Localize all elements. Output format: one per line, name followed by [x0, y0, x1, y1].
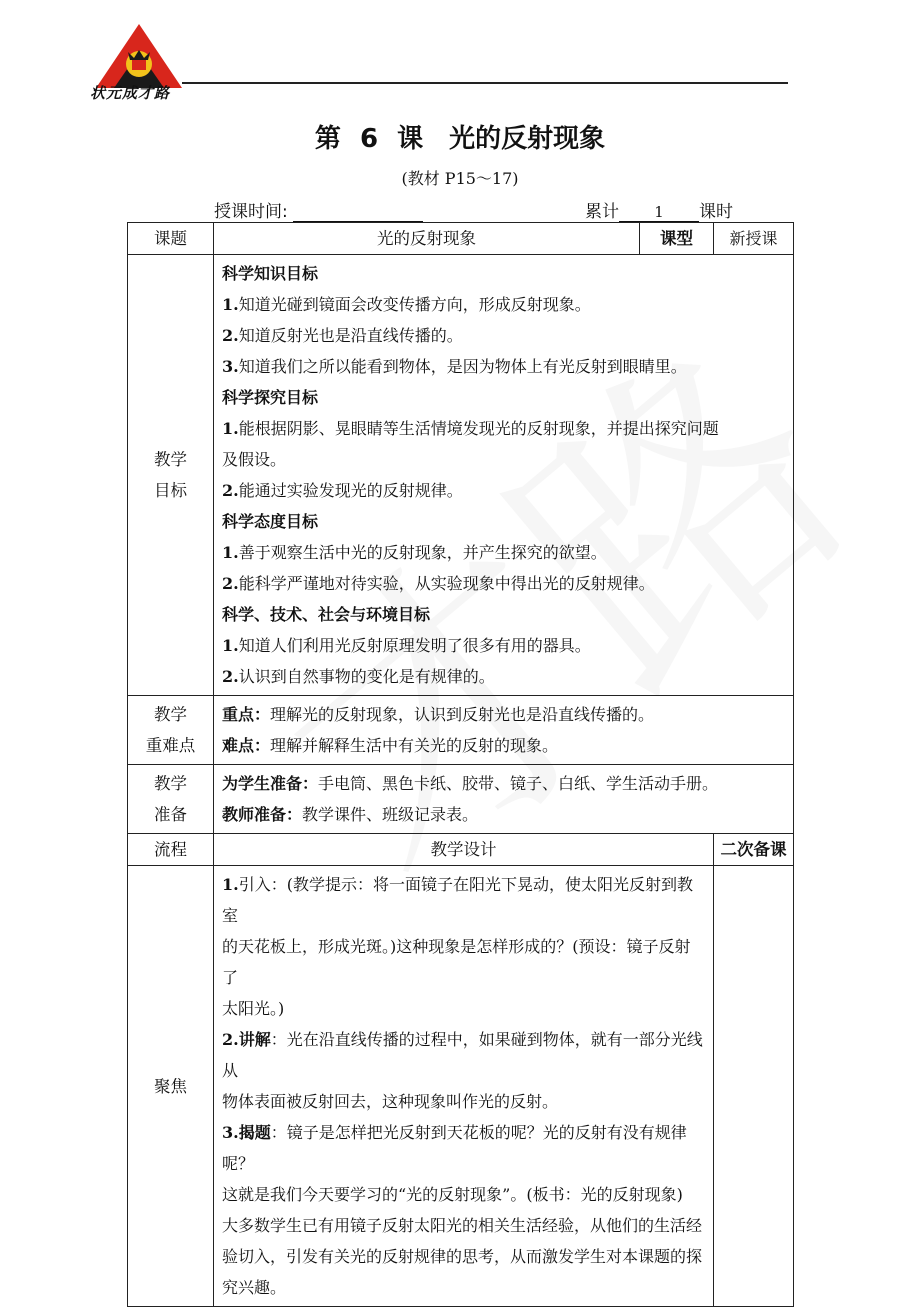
inquiry-goal-1-cont: 及假设。	[222, 450, 287, 469]
focus-reveal-2: 这就是我们今天要学习的“光的反射现象”。(板书：光的反射现象)	[222, 1185, 683, 1204]
focus-reveal-1: 3.揭题：镜子是怎样把光反射到天花板的呢？光的反射有没有规律呢？	[222, 1123, 687, 1173]
objectives-label-1: 教学	[154, 450, 187, 469]
knowledge-goal-1: 1.知道光碰到镜面会改变传播方向，形成反射现象。	[222, 295, 591, 314]
focus-note-3: 究兴趣。	[222, 1278, 287, 1297]
focus-intro-2: 的天花板上，形成光斑。)这种现象是怎样形成的？(预设：镜子反射了	[222, 937, 691, 987]
attitude-goal-1: 1.善于观察生活中光的反射现象，并产生探究的欲望。	[222, 543, 607, 562]
student-prep: 为学生准备：手电筒、黑色卡纸、胶带、镜子、白纸、学生活动手册。	[222, 774, 719, 793]
row-keypoints	[128, 696, 794, 765]
design-header-label: 教学设计	[214, 834, 714, 866]
lesson-count-label: 累计	[585, 202, 619, 222]
inquiry-goal-1: 1.能根据阴影、晃眼睛等生活情境发现光的反射现象，并提出探究问题	[222, 419, 719, 438]
row-topic	[128, 223, 794, 255]
objectives-content	[214, 255, 794, 696]
focus-content	[214, 866, 714, 1307]
focus-explain-1: 2.讲解：光在沿直线传播的过程中，如果碰到物体，就有一部分光线从	[222, 1030, 703, 1080]
lesson-time-label: 授课时间:	[214, 202, 288, 222]
knowledge-goal-3: 3.知道我们之所以能看到物体，是因为物体上有光反射到眼睛里。	[222, 357, 687, 376]
header-rule	[182, 82, 788, 84]
topic-label: 课题	[128, 223, 214, 255]
row-prep	[128, 765, 794, 834]
attitude-goal-2: 2.能科学严谨地对待实验，从实验现象中得出光的反射规律。	[222, 574, 655, 593]
stse-goal-1: 1.知道人们利用光反射原理发明了很多有用的器具。	[222, 636, 591, 655]
focus-label: 聚焦	[128, 866, 214, 1307]
stse-goal-2: 2.认识到自然事物的变化是有规律的。	[222, 667, 495, 686]
inquiry-goal-title: 科学探究目标	[222, 388, 319, 407]
flow-header-label: 流程	[128, 834, 214, 866]
page-title: 第 6 课 光的反射现象	[314, 124, 606, 154]
prep-label-1: 教学	[154, 774, 187, 793]
row-focus	[128, 866, 794, 1307]
stse-goal-title: 科学、技术、社会与环境目标	[222, 605, 431, 624]
page-subtitle: (教材 P15～17)	[401, 169, 519, 188]
prep-content	[214, 765, 794, 834]
key-point: 重点：理解光的反射现象，认识到反射光也是沿直线传播的。	[222, 705, 655, 724]
secondary-prep-header: 二次备课	[714, 834, 794, 866]
row-flow-header	[128, 834, 794, 866]
objectives-label-2: 目标	[154, 481, 187, 500]
knowledge-goal-title: 科学知识目标	[222, 264, 319, 283]
lesson-time-blank	[293, 203, 423, 222]
logo-text: 状元成才路	[90, 84, 171, 102]
teacher-prep: 教师准备：教学课件、班级记录表。	[222, 805, 479, 824]
lesson-count-unit: 课时	[699, 202, 733, 222]
focus-intro-3: 太阳光。)	[222, 999, 285, 1018]
objectives-label	[128, 255, 214, 696]
keypoints-label-1: 教学	[154, 705, 187, 724]
inquiry-goal-2: 2.能通过实验发现光的反射规律。	[222, 481, 463, 500]
lesson-time	[214, 197, 423, 222]
keypoints-label	[128, 696, 214, 765]
type-value: 新授课	[714, 223, 794, 255]
attitude-goal-title: 科学态度目标	[222, 512, 319, 531]
row-objectives	[128, 255, 794, 696]
lesson-plan-table	[127, 222, 794, 1307]
focus-secondary-prep[interactable]	[714, 866, 794, 1307]
focus-note-1: 大多数学生已有用镜子反射太阳光的相关生活经验，从他们的生活经	[222, 1216, 703, 1235]
keypoints-content	[214, 696, 794, 765]
lesson-count	[585, 197, 733, 222]
lesson-count-value: 1	[619, 203, 699, 222]
prep-label-2: 准备	[154, 805, 187, 824]
focus-note-2: 验切入，引发有关光的反射规律的思考，从而激发学生对本课题的探	[222, 1247, 703, 1266]
keypoints-label-2: 重难点	[145, 736, 196, 755]
type-label: 课型	[640, 223, 714, 255]
knowledge-goal-2: 2.知道反射光也是沿直线传播的。	[222, 326, 463, 345]
difficult-point: 难点：理解并解释生活中有关光的反射的现象。	[222, 736, 559, 755]
focus-intro-1: 1.引入：(教学提示：将一面镜子在阳光下晃动，使太阳光反射到教室	[222, 875, 693, 925]
prep-label	[128, 765, 214, 834]
focus-explain-2: 物体表面被反射回去，这种现象叫作光的反射。	[222, 1092, 559, 1111]
topic-value: 光的反射现象	[214, 223, 640, 255]
